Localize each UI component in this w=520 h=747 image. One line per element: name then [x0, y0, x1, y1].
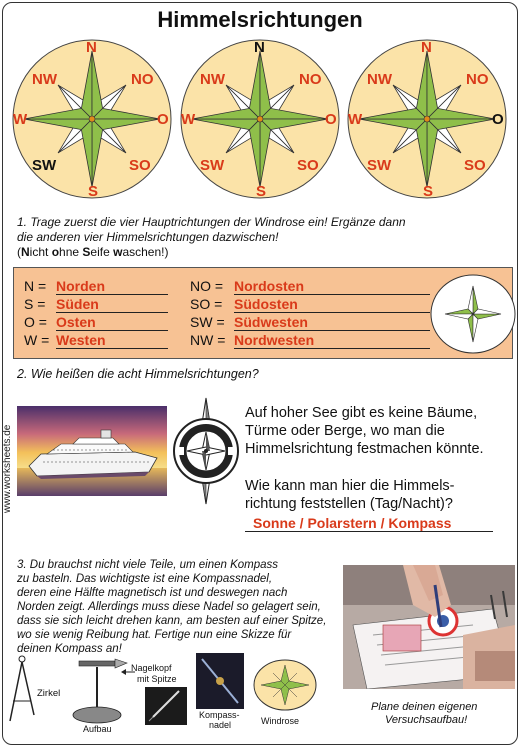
- rose-label-n: N: [86, 39, 97, 56]
- rose-label-n: N: [421, 39, 432, 56]
- compass-needle-photo: [196, 653, 244, 709]
- rose-label-nw: NW: [367, 71, 392, 88]
- sea-text-line: Himmelsrichtung festmachen könnte.: [245, 441, 484, 457]
- rose-label-o: O: [492, 111, 504, 128]
- rose-label-o: O: [325, 111, 337, 128]
- mnemonic-part: (: [17, 245, 21, 259]
- dir-label-w: W =: [24, 332, 50, 348]
- rose-label-nw: NW: [200, 71, 225, 88]
- dir-answer-sw[interactable]: Südwesten: [234, 315, 430, 331]
- compass-building-photo: [343, 565, 515, 689]
- setup-aufbau-icon: [69, 655, 129, 727]
- task3-line: Norden zeigt. Allerdings muss diese Nadel so gelagert sein,: [17, 601, 321, 613]
- mnemonic-letter: w: [113, 245, 123, 259]
- rose-label-no: NO: [466, 71, 489, 88]
- directions-answer-box: [13, 267, 513, 359]
- compass-icon: [169, 396, 243, 506]
- task3-line: deinen Kompass an!: [17, 643, 122, 655]
- rose-label-nw: NW: [32, 71, 57, 88]
- nail-tip-photo: [145, 687, 187, 725]
- dir-label-s: S =: [24, 296, 46, 312]
- task1-mnemonic: [17, 245, 168, 260]
- task1-line2: die anderen vier Himmelsrichtungen dazwischen!: [17, 230, 279, 244]
- dir-answer-nw[interactable]: Nordwesten: [234, 333, 430, 349]
- rose-center: [89, 116, 95, 122]
- task3-line: deren eine Hälfte magnetisch ist und deswegen nach: [17, 587, 288, 599]
- dir-label-nw: NW =: [190, 332, 226, 348]
- compass-rose-graphic: [12, 39, 172, 199]
- rose-label-no: NO: [299, 71, 322, 88]
- caption-kompassnadel-1: Kompass-: [199, 710, 240, 720]
- sea-answer[interactable]: Sonne / Polarstern / Kompass: [245, 515, 493, 532]
- mnemonic-part: hne: [59, 245, 83, 259]
- task3-line: 3. Du brauchst nicht viele Teile, um einen Kompass: [17, 559, 279, 571]
- mini-compass-rose-icon: [430, 274, 516, 354]
- caption-plane-2: Versuchsaufbau!: [385, 714, 468, 726]
- dir-answer-s[interactable]: Süden: [56, 297, 168, 313]
- dir-answer-w[interactable]: Westen: [56, 333, 168, 349]
- compass-rose-graphic: [180, 39, 340, 199]
- rose-label-n: N: [254, 39, 265, 56]
- caption-nagelkopf-1: Nagelkopf: [131, 663, 172, 673]
- sea-question-line: richtung feststellen (Tag/Nacht)?: [245, 496, 453, 512]
- compass-rose-3: [347, 39, 507, 199]
- mnemonic-part: aschen!): [122, 245, 169, 259]
- task2-heading: 2. Wie heißen die acht Himmelsrichtungen?: [17, 367, 259, 381]
- rose-label-w: W: [13, 111, 28, 128]
- mnemonic-letter: S: [82, 245, 91, 259]
- caption-aufbau: Aufbau: [83, 724, 112, 734]
- sea-text-line: Auf hoher See gibt es keine Bäume,: [245, 405, 478, 421]
- dir-label-so: SO =: [190, 296, 223, 312]
- dir-answer-so[interactable]: Südosten: [234, 297, 430, 313]
- compass-rose-2: [180, 39, 340, 199]
- windrose-icon: [253, 659, 317, 711]
- rose-label-s: S: [256, 183, 267, 200]
- task3-line: zu basteln. Das wichtigste ist eine Kompassnadel,: [17, 573, 273, 585]
- rose-label-w: W: [181, 111, 196, 128]
- caption-nagelkopf-2: mit Spitze: [137, 674, 177, 684]
- rose-center: [257, 116, 263, 122]
- dir-label-n: N =: [24, 278, 47, 294]
- mnemonic-part: eife: [90, 245, 114, 259]
- rose-label-so: SO: [297, 157, 319, 174]
- rose-label-so: SO: [129, 157, 151, 174]
- watermark-text: www.worksheets.de: [2, 424, 13, 513]
- watermark: [2, 413, 15, 513]
- mnemonic-part: icht: [29, 245, 52, 259]
- caption-kompassnadel-2: nadel: [209, 720, 232, 730]
- mnemonic-letter: o: [51, 245, 60, 259]
- sea-text-line: Türme oder Berge, wo man die: [245, 423, 445, 439]
- worksheet: [2, 2, 518, 745]
- rose-label-so: SO: [464, 157, 486, 174]
- rose-label-o: O: [157, 111, 169, 128]
- task1-line1: 1. Trage zuerst die vier Hauptrichtungen der Windrose ein! Ergänze dann: [17, 215, 406, 229]
- rose-center: [424, 116, 430, 122]
- compass-rose-graphic: [347, 39, 507, 199]
- arrow-icon: [121, 667, 135, 677]
- divider-compass-zirkel-icon: [7, 655, 37, 725]
- caption-windrose: Windrose: [261, 716, 300, 726]
- rose-label-sw: SW: [200, 157, 225, 174]
- dir-label-o: O =: [24, 314, 47, 330]
- caption-plane-1: Plane deinen eigenen: [371, 701, 478, 713]
- rose-label-no: NO: [131, 71, 154, 88]
- task3-line: wo sie wenig Reibung hat. Fertige nun eine Skizze für: [17, 629, 292, 641]
- rose-label-s: S: [88, 183, 99, 200]
- rose-label-sw: SW: [367, 157, 392, 174]
- sea-question-line: Wie kann man hier die Himmels-: [245, 478, 455, 494]
- dir-label-sw: SW =: [190, 314, 225, 330]
- compass-rose-1: [12, 39, 172, 199]
- dir-answer-o[interactable]: Osten: [56, 315, 168, 331]
- dir-answer-n[interactable]: Norden: [56, 279, 168, 295]
- rose-label-sw: SW: [32, 157, 57, 174]
- caption-zirkel: Zirkel: [37, 688, 61, 699]
- page-title: Himmelsrichtungen: [157, 7, 363, 32]
- mnemonic-letter: N: [21, 245, 30, 259]
- rose-label-s: S: [423, 183, 434, 200]
- dir-answer-no[interactable]: Nordosten: [234, 279, 430, 295]
- ship-at-sunset-image: [17, 406, 167, 496]
- rose-label-w: W: [348, 111, 363, 128]
- dir-label-no: NO =: [190, 278, 224, 294]
- task3-line: dass sie sich leicht drehen kann, am besten auf einer Spitze,: [17, 615, 327, 627]
